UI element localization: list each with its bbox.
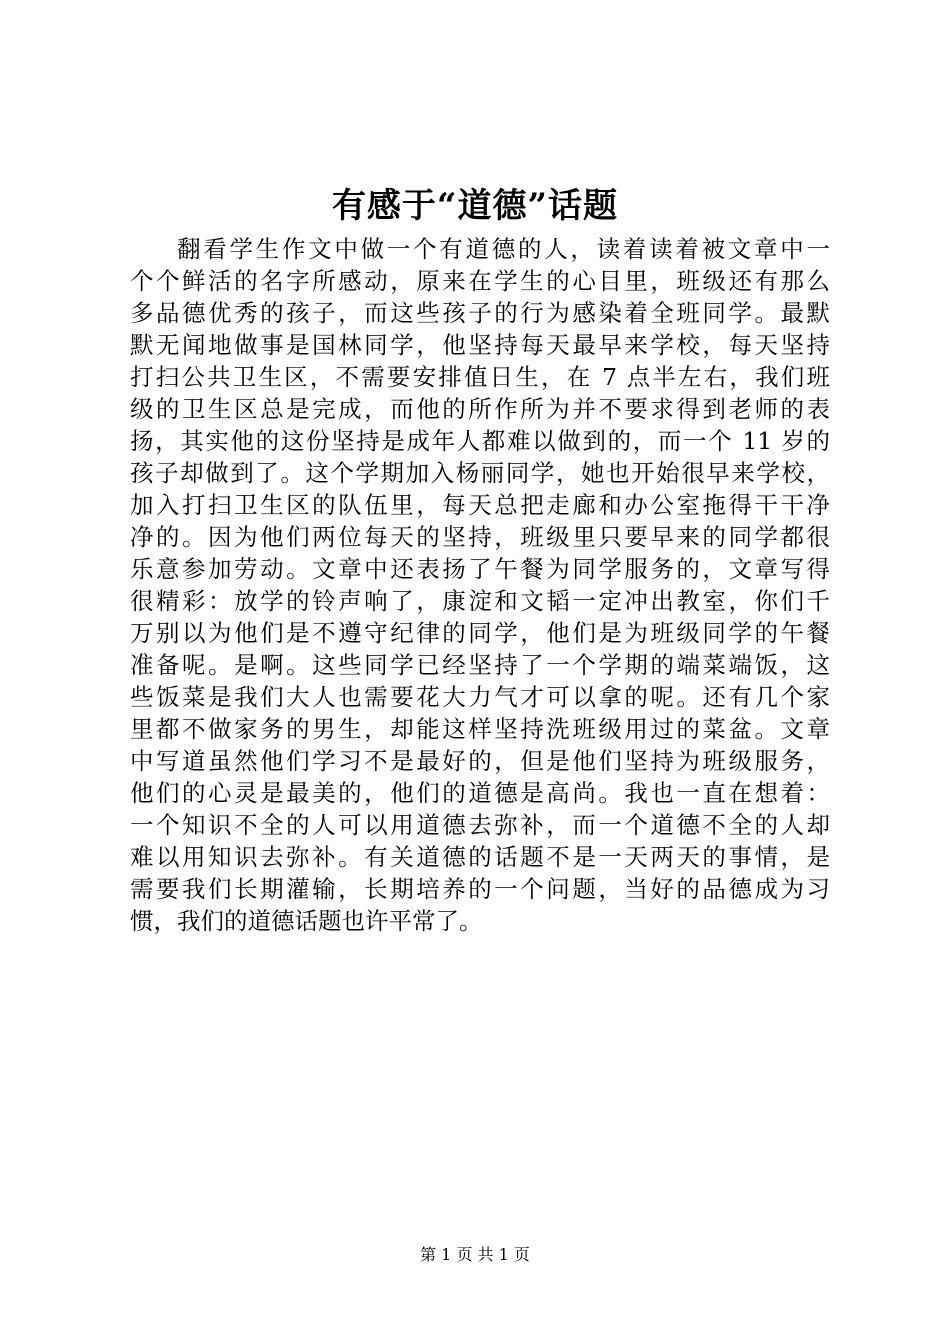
body-line: 一个知识不全的人可以用道德去弥补，而一个道德不全的人却 [130,811,830,839]
body-line: 个个鲜活的名字所感动，原来在学生的心目里，班级还有那么 [130,267,830,295]
body-line: 多品德优秀的孩子，而这些孩子的行为感染着全班同学。最默 [130,299,830,327]
body-line: 很精彩：放学的铃声响了，康淀和文韬一定冲出教室，你们千 [130,587,830,615]
body-line: 他们的心灵是最美的，他们的道德是高尚。我也一直在想着： [130,779,830,807]
page-title: 有感于“道德”话题 [331,186,619,226]
body-line: 惯，我们的道德话题也许平常了。 [130,907,483,935]
body-line: 乐意参加劳动。文章中还表扬了午餐为同学服务的，文章写得 [130,555,830,583]
body-line: 净的。因为他们两位每天的坚持，班级里只要早来的同学都很 [130,523,830,551]
body-line: 级的卫生区总是完成，而他的所作所为并不要求得到老师的表 [130,395,830,423]
article-body [130,233,830,937]
body-line: 些饭菜是我们大人也需要花大力气才可以拿的呢。还有几个家 [130,683,830,711]
body-line: 准备呢。是啊。这些同学已经坚持了一个学期的端菜端饭，这 [130,651,830,679]
body-line: 难以用知识去弥补。有关道德的话题不是一天两天的事情，是 [130,843,830,871]
body-line: 中写道虽然他们学习不是最好的，但是他们坚持为班级服务， [130,747,830,775]
body-line: 打扫公共卫生区，不需要安排值日生，在 7 点半左右，我们班 [130,363,830,391]
body-line: 加入打扫卫生区的队伍里，每天总把走廊和办公室拖得干干净 [130,491,830,519]
body-line: 翻看学生作文中做一个有道德的人，读着读着被文章中一 [177,235,830,263]
body-line: 扬，其实他的这份坚持是成年人都难以做到的，而一个 11 岁的 [130,427,830,455]
body-line: 万别以为他们是不遵守纪律的同学，他们是为班级同学的午餐 [130,619,830,647]
body-line: 里都不做家务的男生，却能这样坚持洗班级用过的菜盆。文章 [130,715,830,743]
body-line: 孩子却做到了。这个学期加入杨丽同学，她也开始很早来学校， [130,459,830,487]
page-footer: 第 1 页 共 1 页 [420,1245,530,1264]
body-line: 需要我们长期灌输，长期培养的一个问题，当好的品德成为习 [130,875,830,903]
body-line: 默无闻地做事是国林同学，他坚持每天最早来学校，每天坚持 [130,331,830,359]
